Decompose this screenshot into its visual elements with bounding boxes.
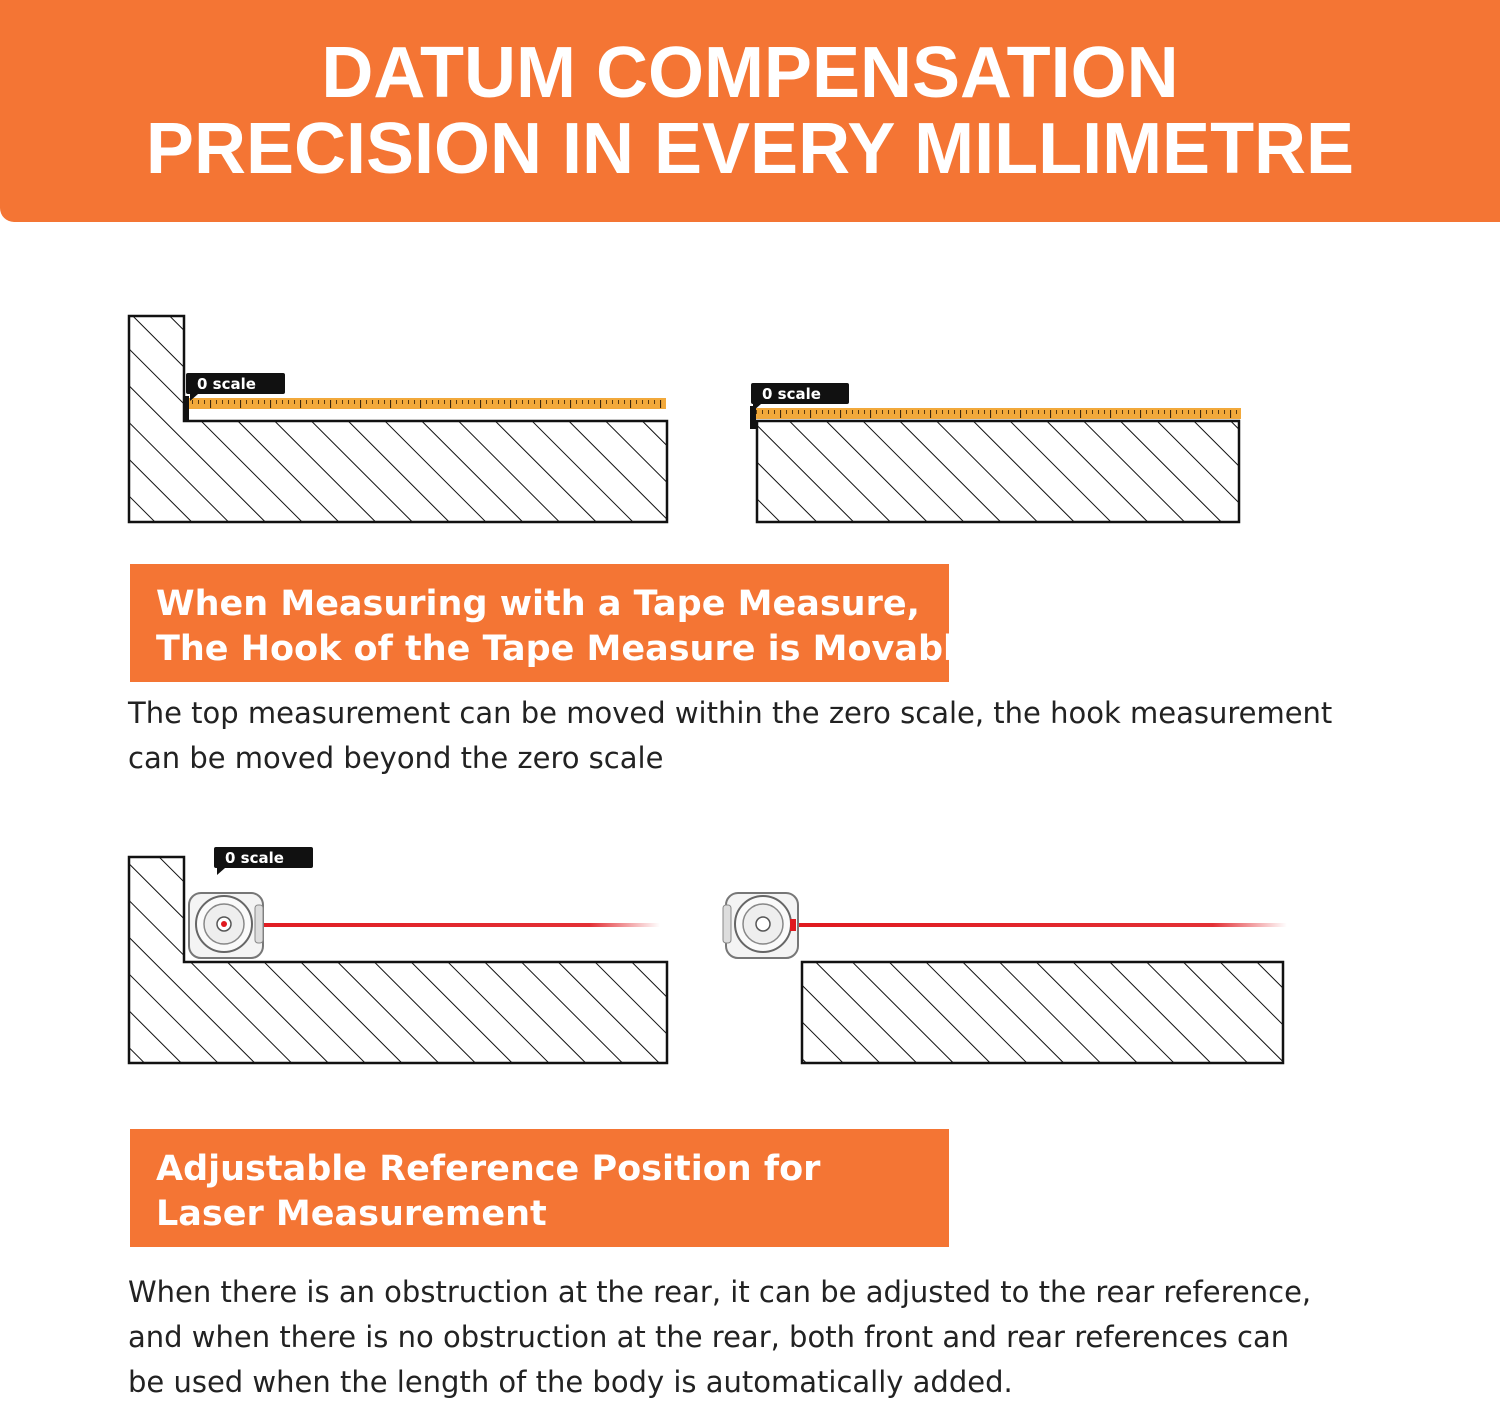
desc-line3: be used when the length of the body is automatically added.: [128, 1365, 1013, 1399]
laser-diagram-left: [129, 847, 667, 1063]
tape-measure-banner: [130, 564, 979, 682]
laser-device-icon: [723, 893, 798, 958]
header-title-line2: PRECISION IN EVERY MILLIMETRE: [145, 109, 1355, 189]
laser-description: [128, 1270, 1428, 1405]
laser-beam: [792, 923, 1287, 927]
tape-measure-description: [128, 691, 1428, 781]
zero-scale-tag: [186, 373, 285, 401]
zero-scale-label: 0 scale: [225, 849, 284, 867]
desc-line1: The top measurement can be moved within the zero scale, the hook measurement: [128, 696, 1333, 730]
header-title-line1: DATUM COMPENSATION: [321, 33, 1179, 113]
block: [757, 421, 1239, 522]
banner-line1: When Measuring with a Tape Measure,: [156, 584, 920, 624]
desc-line1: When there is an obstruction at the rear, it can be adjusted to the rear reference,: [128, 1275, 1312, 1309]
banner-line2: The Hook of the Tape Measure is Movable: [156, 629, 979, 669]
laser-banner: [130, 1129, 949, 1247]
banner-line2: Laser Measurement: [156, 1194, 547, 1234]
zero-scale-label: 0 scale: [762, 385, 821, 403]
laser-device-icon: [189, 893, 263, 958]
block: [802, 962, 1283, 1063]
laser-diagram-right: [723, 893, 1287, 1063]
zero-scale-tag: [751, 383, 849, 411]
desc-line2: and when there is no obstruction at the rear, both front and rear references can: [128, 1320, 1290, 1354]
tape-diagram-left: [129, 316, 667, 522]
wall-block: [129, 857, 667, 1063]
wall-block: [129, 316, 667, 522]
zero-scale-tag: [214, 847, 313, 875]
banner-line1: Adjustable Reference Position for: [156, 1149, 821, 1189]
zero-scale-label: 0 scale: [197, 375, 256, 393]
tape-diagram-right: [750, 383, 1241, 522]
desc-line2: can be moved beyond the zero scale: [128, 741, 664, 775]
tape-hook: [184, 396, 189, 421]
